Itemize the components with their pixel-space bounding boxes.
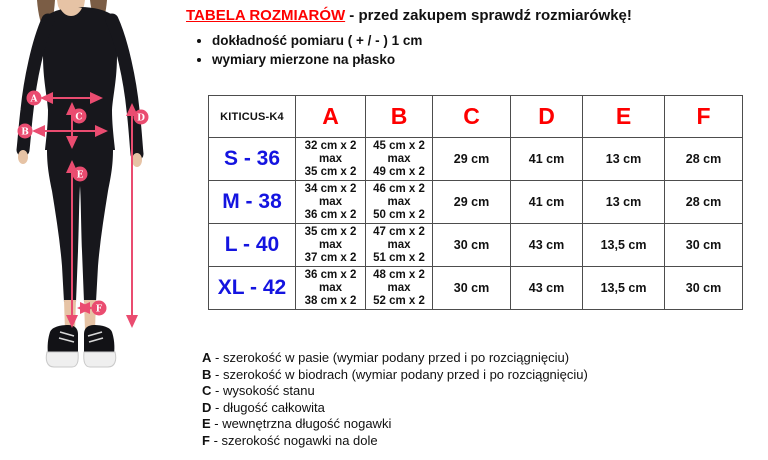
value-a: 32 cm x 2 max 35 cm x 2 (296, 138, 366, 181)
value-b: 45 cm x 2 max 49 cm x 2 (366, 138, 433, 181)
legend-item-d: D - długość całkowita (202, 399, 325, 415)
value-e: 13,5 cm (583, 267, 665, 310)
svg-text:F: F (95, 304, 103, 315)
table-row-l40 (209, 224, 743, 267)
page-title (186, 6, 761, 26)
value-b: 47 cm x 2 max 51 cm x 2 (366, 224, 433, 267)
value-f: 28 cm (665, 181, 743, 224)
table-row-xl42 (209, 267, 743, 310)
size-table-header-row (209, 96, 743, 138)
legend-item-c: C - wysokość stanu (202, 383, 315, 398)
value-d: 43 cm (511, 267, 583, 310)
page-title-rest: - przed zakupem sprawdź rozmiarówkę! (345, 7, 632, 24)
model-photo (0, 0, 190, 460)
svg-text:B: B (21, 127, 29, 138)
hand-right (132, 153, 142, 167)
svg-text:D: D (137, 113, 145, 124)
svg-text:A: A (30, 94, 38, 105)
measure-badge-c (72, 109, 87, 124)
page-title-highlight: TABELA ROZMIARÓW (186, 7, 346, 24)
value-a: 35 cm x 2 max 37 cm x 2 (296, 224, 366, 267)
size-table (208, 95, 743, 310)
value-c: 30 cm (433, 267, 511, 310)
column-header-b: B (366, 96, 433, 138)
sneaker-left-sole (46, 352, 78, 367)
value-b: 46 cm x 2 max 50 cm x 2 (366, 181, 433, 224)
value-e: 13,5 cm (583, 224, 665, 267)
value-e: 13 cm (583, 138, 665, 181)
legend-item-e: E - wewnętrzna długość nogawki (202, 416, 392, 431)
column-header-a: A (296, 96, 366, 138)
value-c: 29 cm (433, 138, 511, 181)
sneaker-right-sole (84, 352, 116, 367)
measure-badge-a (27, 91, 42, 106)
column-header-f: F (665, 96, 743, 138)
svg-text:E: E (76, 170, 84, 181)
value-f: 28 cm (665, 138, 743, 181)
note-item: • dokładność pomiaru ( + / - ) 1 cm (212, 31, 761, 50)
value-d: 41 cm (511, 138, 583, 181)
table-row-s36 (209, 138, 743, 181)
column-header-d: D (511, 96, 583, 138)
value-c: 29 cm (433, 181, 511, 224)
hand-left (18, 150, 28, 164)
header (186, 6, 761, 69)
value-c: 30 cm (433, 224, 511, 267)
size-label: S - 36 (209, 138, 296, 181)
measure-badge-f (92, 301, 107, 316)
value-f: 30 cm (665, 267, 743, 310)
value-e: 13 cm (583, 181, 665, 224)
svg-text:C: C (75, 112, 83, 123)
value-d: 41 cm (511, 181, 583, 224)
value-a: 36 cm x 2 max 38 cm x 2 (296, 267, 366, 310)
value-b: 48 cm x 2 max 52 cm x 2 (366, 267, 433, 310)
size-label: M - 38 (209, 181, 296, 224)
product-code-cell: KITICUS-K4 (209, 96, 296, 138)
size-label: L - 40 (209, 224, 296, 267)
table-row-m38 (209, 181, 743, 224)
note-item: • wymiary mierzone na płasko (212, 50, 761, 69)
sweater-torso (43, 7, 117, 150)
column-header-c: C (433, 96, 511, 138)
value-a: 34 cm x 2 max 36 cm x 2 (296, 181, 366, 224)
size-label: XL - 42 (209, 267, 296, 310)
legend-item-b: B - szerokość w biodrach (wymiar podany przed i po rozciągnięciu) (202, 366, 588, 382)
sweater-arm-right (112, 20, 137, 154)
note-list (186, 31, 761, 69)
value-d: 43 cm (511, 224, 583, 267)
measure-badge-b (18, 124, 33, 139)
column-header-e: E (583, 96, 665, 138)
legend-item-a: A - szerokość w pasie (wymiar podany przed i po rozciągnięciu) (202, 350, 570, 365)
measure-badge-d (134, 110, 149, 125)
legend-item-f: F - szerokość nogawki na dole (202, 432, 378, 448)
value-f: 30 cm (665, 224, 743, 267)
measurement-legend (202, 350, 588, 449)
measure-badge-e (73, 167, 88, 182)
